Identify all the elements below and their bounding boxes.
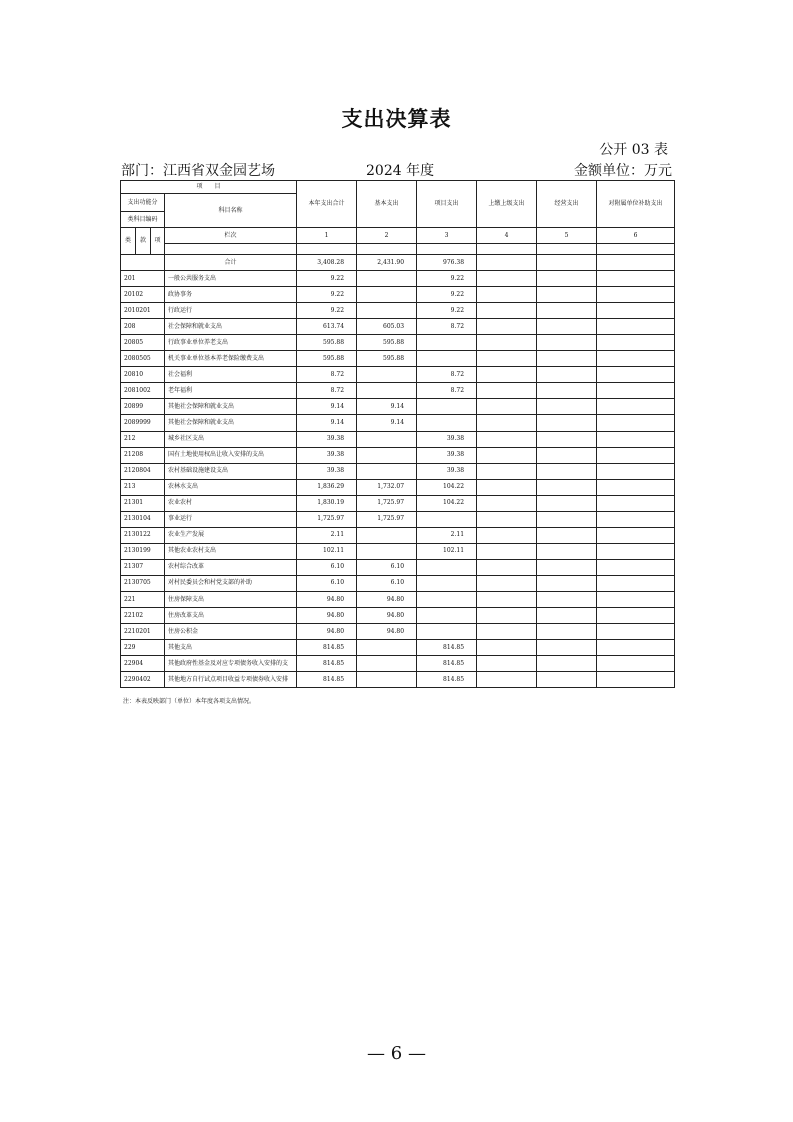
header-row-num: 栏次 — [165, 228, 297, 244]
table-row — [121, 575, 675, 591]
row-code: 21301 — [121, 495, 165, 511]
row-operating — [537, 495, 597, 511]
row-basic: 94.80 — [357, 624, 417, 640]
row-subsidy — [597, 271, 675, 287]
row-basic — [357, 367, 417, 383]
header-class-code: 类科目编码 — [121, 212, 165, 228]
row-total: 102.11 — [297, 543, 357, 559]
row-name: 其他政府性基金及对应专项债务收入安排的支 — [165, 656, 297, 672]
table-row — [121, 415, 675, 431]
row-remit — [477, 415, 537, 431]
unit-label: 金额单位：万元 — [574, 163, 672, 179]
row-code: 2120804 — [121, 463, 165, 479]
row-subsidy — [597, 431, 675, 447]
col-num-5: 5 — [537, 228, 597, 244]
row-code: 2210201 — [121, 624, 165, 640]
table-row — [121, 271, 675, 287]
row-subsidy — [597, 640, 675, 656]
row-subsidy — [597, 287, 675, 303]
row-code: 2080505 — [121, 351, 165, 367]
row-total: 814.85 — [297, 672, 357, 688]
table-row — [121, 495, 675, 511]
row-name: 其他农业农村支出 — [165, 543, 297, 559]
row-total: 9.22 — [297, 303, 357, 319]
col-num-2: 2 — [357, 228, 417, 244]
row-basic: 6.10 — [357, 559, 417, 575]
row-subsidy — [597, 351, 675, 367]
row-basic — [357, 383, 417, 399]
row-code: 20810 — [121, 367, 165, 383]
row-remit — [477, 399, 537, 415]
row-remit — [477, 335, 537, 351]
row-total: 39.38 — [297, 447, 357, 463]
row-total: 9.22 — [297, 287, 357, 303]
row-basic — [357, 431, 417, 447]
row-basic — [357, 447, 417, 463]
row-subsidy — [597, 672, 675, 688]
row-operating — [537, 415, 597, 431]
row-remit — [477, 303, 537, 319]
header-col-total: 本年支出合计 — [297, 181, 357, 228]
row-subsidy — [597, 608, 675, 624]
row-name: 行政运行 — [165, 303, 297, 319]
total-label: 合计 — [165, 255, 297, 271]
col-num-3: 3 — [417, 228, 477, 244]
row-total: 1,725.97 — [297, 511, 357, 527]
department-label: 部门：江西省双金园艺场 — [121, 163, 275, 179]
row-name: 农村基础设施建设支出 — [165, 463, 297, 479]
row-project — [417, 608, 477, 624]
row-operating — [537, 575, 597, 591]
table-row — [121, 511, 675, 527]
row-code: 21307 — [121, 559, 165, 575]
row-subsidy — [597, 656, 675, 672]
table-row — [121, 656, 675, 672]
row-total: 595.88 — [297, 335, 357, 351]
row-code: 2290402 — [121, 672, 165, 688]
header-col-basic: 基本支出 — [357, 181, 417, 228]
row-total: 2.11 — [297, 527, 357, 543]
table-row — [121, 543, 675, 559]
row-code: 2130104 — [121, 511, 165, 527]
row-total: 595.88 — [297, 351, 357, 367]
table-row — [121, 608, 675, 624]
row-subsidy — [597, 624, 675, 640]
header-col-project: 项目支出 — [417, 181, 477, 228]
row-subsidy — [597, 463, 675, 479]
row-remit — [477, 463, 537, 479]
row-subsidy — [597, 575, 675, 591]
row-total: 94.80 — [297, 624, 357, 640]
row-project: 8.72 — [417, 383, 477, 399]
row-project: 8.72 — [417, 367, 477, 383]
row-code: 2089999 — [121, 415, 165, 431]
row-basic — [357, 656, 417, 672]
row-basic — [357, 672, 417, 688]
row-operating — [537, 608, 597, 624]
row-project: 39.38 — [417, 463, 477, 479]
row-project — [417, 351, 477, 367]
row-remit — [477, 624, 537, 640]
row-remit — [477, 608, 537, 624]
row-subsidy — [597, 591, 675, 607]
row-code: 21208 — [121, 447, 165, 463]
row-total: 9.22 — [297, 271, 357, 287]
header-lei: 类 — [121, 228, 136, 255]
row-name: 对村民委员会和村党支部的补助 — [165, 575, 297, 591]
row-code: 22904 — [121, 656, 165, 672]
expenditure-table — [120, 180, 675, 688]
row-operating — [537, 543, 597, 559]
row-remit — [477, 319, 537, 335]
table-row — [121, 624, 675, 640]
row-project: 9.22 — [417, 287, 477, 303]
row-subsidy — [597, 559, 675, 575]
row-basic: 1,732.07 — [357, 479, 417, 495]
row-remit — [477, 351, 537, 367]
table-note: 注：本表反映部门（单位）本年度各项支出情况。 — [123, 698, 256, 705]
row-remit — [477, 479, 537, 495]
row-operating — [537, 463, 597, 479]
row-name: 社会福利 — [165, 367, 297, 383]
row-code: 2010201 — [121, 303, 165, 319]
row-code: 20899 — [121, 399, 165, 415]
row-remit — [477, 640, 537, 656]
row-name: 政协事务 — [165, 287, 297, 303]
table-row — [121, 527, 675, 543]
header-kuan: 款 — [136, 228, 151, 255]
row-project — [417, 415, 477, 431]
row-subsidy — [597, 511, 675, 527]
row-subsidy — [597, 527, 675, 543]
row-name: 其他社会保障和就业支出 — [165, 399, 297, 415]
row-code: 20805 — [121, 335, 165, 351]
row-operating — [537, 335, 597, 351]
row-project: 39.38 — [417, 431, 477, 447]
row-project: 9.22 — [417, 271, 477, 287]
header-project: 项 目 — [121, 181, 297, 194]
row-total: 6.10 — [297, 575, 357, 591]
row-total: 613.74 — [297, 319, 357, 335]
row-basic: 1,725.97 — [357, 511, 417, 527]
row-code: 229 — [121, 640, 165, 656]
row-name: 农林水支出 — [165, 479, 297, 495]
col-num-6: 6 — [597, 228, 675, 244]
table-row — [121, 367, 675, 383]
row-operating — [537, 640, 597, 656]
meta-row — [121, 160, 672, 180]
row-total: 39.38 — [297, 463, 357, 479]
row-operating — [537, 559, 597, 575]
row-total: 9.14 — [297, 415, 357, 431]
row-subsidy — [597, 415, 675, 431]
row-basic: 1,725.97 — [357, 495, 417, 511]
row-operating — [537, 303, 597, 319]
row-code: 22102 — [121, 608, 165, 624]
row-code: 201 — [121, 271, 165, 287]
row-project: 39.38 — [417, 447, 477, 463]
row-basic: 595.88 — [357, 335, 417, 351]
row-name: 农业农村 — [165, 495, 297, 511]
row-operating — [537, 319, 597, 335]
row-project: 2.11 — [417, 527, 477, 543]
row-name: 其他支出 — [165, 640, 297, 656]
row-basic: 595.88 — [357, 351, 417, 367]
row-basic — [357, 303, 417, 319]
row-basic: 6.10 — [357, 575, 417, 591]
row-operating — [537, 527, 597, 543]
row-basic — [357, 271, 417, 287]
row-remit — [477, 511, 537, 527]
row-project: 814.85 — [417, 672, 477, 688]
row-subsidy — [597, 319, 675, 335]
row-name: 住房改革支出 — [165, 608, 297, 624]
row-total: 814.85 — [297, 640, 357, 656]
total-total: 3,408.28 — [297, 255, 357, 271]
col-num-1: 1 — [297, 228, 357, 244]
row-code: 2130122 — [121, 527, 165, 543]
row-project: 104.22 — [417, 479, 477, 495]
row-code: 2081002 — [121, 383, 165, 399]
row-code: 221 — [121, 591, 165, 607]
row-project — [417, 624, 477, 640]
row-operating — [537, 511, 597, 527]
row-operating — [537, 287, 597, 303]
row-subsidy — [597, 495, 675, 511]
total-row — [121, 255, 675, 271]
row-code: 208 — [121, 319, 165, 335]
row-remit — [477, 591, 537, 607]
row-name: 其他地方自行试点项目收益专项债券收入安排 — [165, 672, 297, 688]
total-project: 976.38 — [417, 255, 477, 271]
row-remit — [477, 447, 537, 463]
row-total: 6.10 — [297, 559, 357, 575]
row-total: 1,830.19 — [297, 495, 357, 511]
header-xiang: 项 — [151, 228, 165, 255]
row-basic: 9.14 — [357, 415, 417, 431]
header-func-class: 支出功能分 — [121, 194, 165, 212]
table-row — [121, 335, 675, 351]
row-code: 20102 — [121, 287, 165, 303]
row-project: 9.22 — [417, 303, 477, 319]
row-basic — [357, 287, 417, 303]
total-basic: 2,431.90 — [357, 255, 417, 271]
row-subsidy — [597, 367, 675, 383]
row-total: 8.72 — [297, 367, 357, 383]
row-basic — [357, 640, 417, 656]
row-project — [417, 559, 477, 575]
row-operating — [537, 447, 597, 463]
row-operating — [537, 431, 597, 447]
form-number: 公开 03 表 — [599, 142, 668, 158]
row-name: 农业生产发展 — [165, 527, 297, 543]
table-row — [121, 431, 675, 447]
row-basic: 605.03 — [357, 319, 417, 335]
row-total: 814.85 — [297, 656, 357, 672]
header-subject-name: 科目名称 — [165, 194, 297, 228]
table-row — [121, 591, 675, 607]
row-remit — [477, 383, 537, 399]
row-project — [417, 575, 477, 591]
row-project — [417, 335, 477, 351]
row-remit — [477, 575, 537, 591]
row-project: 814.85 — [417, 640, 477, 656]
row-project: 8.72 — [417, 319, 477, 335]
row-subsidy — [597, 383, 675, 399]
header-col-subsidy: 对附属单位补助支出 — [597, 181, 675, 228]
row-operating — [537, 271, 597, 287]
row-operating — [537, 383, 597, 399]
row-operating — [537, 672, 597, 688]
table-row — [121, 672, 675, 688]
table-row — [121, 479, 675, 495]
row-total: 94.80 — [297, 608, 357, 624]
row-name: 住房公积金 — [165, 624, 297, 640]
row-remit — [477, 559, 537, 575]
row-project: 102.11 — [417, 543, 477, 559]
row-project — [417, 591, 477, 607]
row-basic: 94.80 — [357, 608, 417, 624]
table-row — [121, 319, 675, 335]
col-num-4: 4 — [477, 228, 537, 244]
table-row — [121, 303, 675, 319]
row-code: 213 — [121, 479, 165, 495]
table-row — [121, 399, 675, 415]
row-project: 104.22 — [417, 495, 477, 511]
row-total: 94.80 — [297, 591, 357, 607]
row-code: 212 — [121, 431, 165, 447]
header-col-operating: 经营支出 — [537, 181, 597, 228]
row-subsidy — [597, 303, 675, 319]
row-name: 农村综合改革 — [165, 559, 297, 575]
row-name: 住房保障支出 — [165, 591, 297, 607]
row-remit — [477, 271, 537, 287]
row-project — [417, 399, 477, 415]
row-operating — [537, 367, 597, 383]
table-row — [121, 351, 675, 367]
table-row — [121, 640, 675, 656]
row-code: 2130705 — [121, 575, 165, 591]
row-subsidy — [597, 447, 675, 463]
row-name: 事业运行 — [165, 511, 297, 527]
table-row — [121, 383, 675, 399]
row-remit — [477, 656, 537, 672]
row-basic: 94.80 — [357, 591, 417, 607]
row-name: 国有土地使用权出让收入安排的支出 — [165, 447, 297, 463]
page-number: — 6 — — [367, 1043, 426, 1064]
row-remit — [477, 672, 537, 688]
row-subsidy — [597, 543, 675, 559]
year-label: 2024 年度 — [366, 163, 435, 179]
row-total: 9.14 — [297, 399, 357, 415]
row-name: 社会保障和就业支出 — [165, 319, 297, 335]
row-subsidy — [597, 399, 675, 415]
row-name: 一般公共服务支出 — [165, 271, 297, 287]
row-operating — [537, 624, 597, 640]
row-operating — [537, 656, 597, 672]
row-name: 行政事业单位养老支出 — [165, 335, 297, 351]
row-code: 2130199 — [121, 543, 165, 559]
page-title: 支出决算表 — [341, 107, 452, 131]
row-basic — [357, 463, 417, 479]
row-name: 机关事业单位基本养老保险缴费支出 — [165, 351, 297, 367]
row-name: 其他社会保障和就业支出 — [165, 415, 297, 431]
row-remit — [477, 527, 537, 543]
header-col-remit: 上缴上级支出 — [477, 181, 537, 228]
table-row — [121, 559, 675, 575]
row-basic — [357, 543, 417, 559]
row-subsidy — [597, 335, 675, 351]
row-project: 814.85 — [417, 656, 477, 672]
row-remit — [477, 495, 537, 511]
row-operating — [537, 399, 597, 415]
table-row — [121, 447, 675, 463]
row-operating — [537, 479, 597, 495]
row-total: 8.72 — [297, 383, 357, 399]
row-total: 1,836.29 — [297, 479, 357, 495]
row-basic — [357, 527, 417, 543]
row-remit — [477, 431, 537, 447]
row-operating — [537, 351, 597, 367]
table-row — [121, 463, 675, 479]
row-remit — [477, 367, 537, 383]
row-project — [417, 511, 477, 527]
table-row — [121, 287, 675, 303]
row-subsidy — [597, 479, 675, 495]
row-remit — [477, 543, 537, 559]
row-operating — [537, 591, 597, 607]
row-name: 城乡社区支出 — [165, 431, 297, 447]
row-total: 39.38 — [297, 431, 357, 447]
row-remit — [477, 287, 537, 303]
row-basic: 9.14 — [357, 399, 417, 415]
row-name: 老年福利 — [165, 383, 297, 399]
